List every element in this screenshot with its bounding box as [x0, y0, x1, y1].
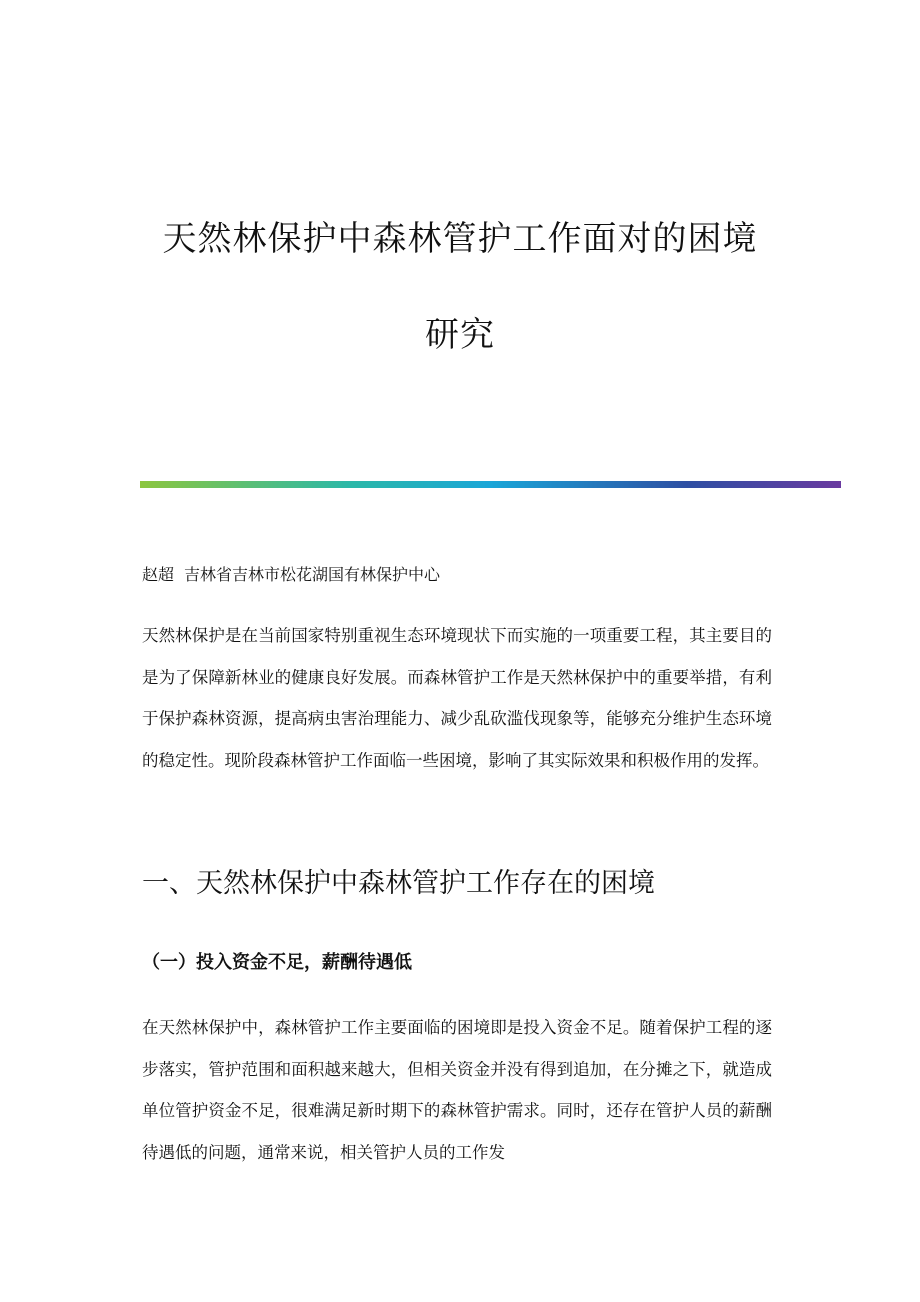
author-name: 赵超 — [142, 565, 175, 584]
title-divider-rule — [140, 481, 841, 488]
paper-title-line-2: 研究 — [425, 315, 495, 355]
body-paragraph: 在天然林保护中，森林管护工作主要面临的困境即是投入资金不足。随着保护工程的逐步落实，管护范围和面积越来越大，但相关资金并没有得到追加，在分摊之下，就造成单位管护资金不足，很难满足新时期下的森林管护需求。同时，还存在管护人员的薪酬待遇低的问题，通常来说，相关管护人员的工作发 — [142, 1018, 772, 1162]
subsection-heading: （一）投入资金不足，薪酬待遇低 — [142, 952, 412, 973]
author-line — [142, 567, 440, 583]
abstract-paragraph: 天然林保护是在当前国家特别重视生态环境现状下而实施的一项重要工程，其主要目的是为了保障新林业的健康良好发展。而森林管护工作是天然林保护中的重要举措，有利于保护森林资源，提高病虫害治理能力、减少乱砍滥伐现象等，能够充分维护生态环境的稳定性。现阶段森林管护工作面临一些困境，影响了其实际效果和积极作用的发挥。 — [142, 626, 772, 770]
paper-title-line-1: 天然林保护中森林管护工作面对的困境 — [162, 219, 758, 259]
author-affiliation: 吉林省吉林市松花湖国有林保护中心 — [184, 565, 441, 584]
section-heading: 一、天然林保护中森林管护工作存在的困境 — [142, 868, 655, 899]
